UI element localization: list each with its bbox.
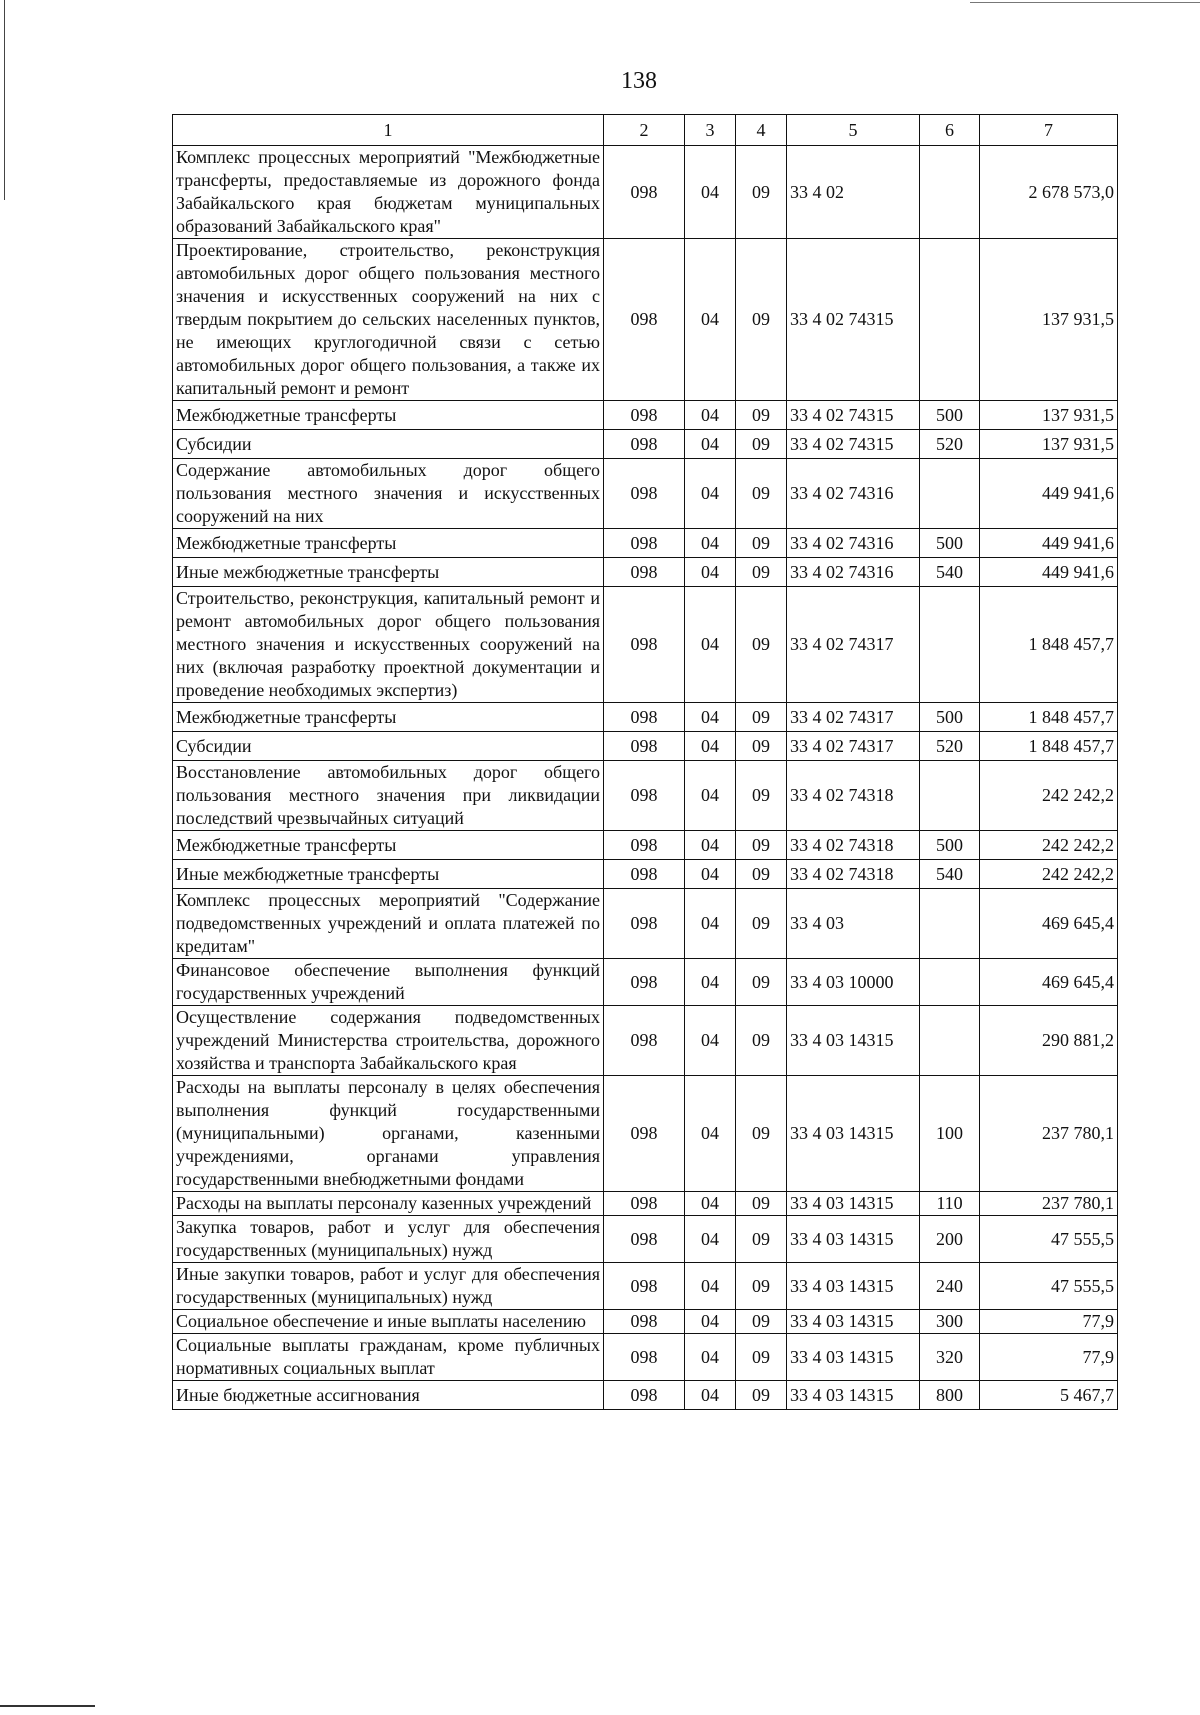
amount-cell: 242 242,2: [980, 761, 1118, 831]
target-article-cell: 33 4 02: [787, 146, 920, 239]
section-code-cell: 04: [685, 761, 736, 831]
target-article-cell: 33 4 03 14315: [787, 1263, 920, 1310]
section-code-cell: 04: [685, 587, 736, 703]
expense-type-cell: 500: [920, 529, 980, 558]
target-article-cell: 33 4 02 74317: [787, 703, 920, 732]
table-body: [173, 146, 1118, 1410]
subsection-code-cell: 09: [736, 732, 787, 761]
subsection-code-cell: 09: [736, 959, 787, 1006]
expense-type-cell: 800: [920, 1381, 980, 1410]
expense-type-cell: [920, 587, 980, 703]
row-name-cell: Социальное обеспечение и иные выплаты населению: [173, 1310, 604, 1334]
expense-type-cell: [920, 1006, 980, 1076]
expense-type-cell: [920, 239, 980, 401]
target-article-cell: 33 4 03 10000: [787, 959, 920, 1006]
page-number-text: 138: [621, 68, 657, 94]
subsection-code-cell: 09: [736, 860, 787, 889]
section-code-cell: 04: [685, 459, 736, 529]
amount-cell: 469 645,4: [980, 889, 1118, 959]
ministry-code-cell: 098: [604, 430, 685, 459]
column-header: 5: [787, 115, 920, 146]
amount-cell: 449 941,6: [980, 529, 1118, 558]
subsection-code-cell: 09: [736, 146, 787, 239]
row-name-cell: Межбюджетные трансферты: [173, 831, 604, 860]
row-name-cell: Восстановление автомобильных дорог общего пользования местного значения при ликвидации последствий чрезвычайных ситуаций: [173, 761, 604, 831]
expense-type-cell: 110: [920, 1192, 980, 1216]
ministry-code-cell: 098: [604, 1192, 685, 1216]
amount-cell: 77,9: [980, 1310, 1118, 1334]
amount-cell: 449 941,6: [980, 558, 1118, 587]
expense-type-cell: [920, 146, 980, 239]
target-article-cell: 33 4 03 14315: [787, 1076, 920, 1192]
scan-edge-line-left: [4, 0, 5, 200]
row-name-cell: Социальные выплаты гражданам, кроме публичных нормативных социальных выплат: [173, 1334, 604, 1381]
target-article-cell: 33 4 02 74318: [787, 860, 920, 889]
target-article-cell: 33 4 02 74317: [787, 732, 920, 761]
amount-cell: 242 242,2: [980, 831, 1118, 860]
table-row: [173, 831, 1118, 860]
expense-type-cell: 500: [920, 831, 980, 860]
page-number: [0, 68, 1200, 95]
budget-table: [172, 114, 1118, 1410]
amount-cell: 5 467,7: [980, 1381, 1118, 1410]
subsection-code-cell: 09: [736, 1216, 787, 1263]
table-row: [173, 1263, 1118, 1310]
ministry-code-cell: 098: [604, 831, 685, 860]
expense-type-cell: 240: [920, 1263, 980, 1310]
table-row: [173, 959, 1118, 1006]
ministry-code-cell: 098: [604, 959, 685, 1006]
expense-type-cell: 300: [920, 1310, 980, 1334]
ministry-code-cell: 098: [604, 587, 685, 703]
target-article-cell: 33 4 03 14315: [787, 1334, 920, 1381]
row-name-cell: Комплекс процессных мероприятий "Содержание подведомственных учреждений и оплата платежей по кредитам": [173, 889, 604, 959]
subsection-code-cell: 09: [736, 1263, 787, 1310]
section-code-cell: 04: [685, 1381, 736, 1410]
column-header: 6: [920, 115, 980, 146]
table-row: [173, 558, 1118, 587]
amount-cell: 137 931,5: [980, 401, 1118, 430]
scan-edge-line-bottom: [0, 1705, 95, 1707]
column-header: 4: [736, 115, 787, 146]
target-article-cell: 33 4 02 74316: [787, 459, 920, 529]
row-name-cell: Закупка товаров, работ и услуг для обеспечения государственных (муниципальных) нужд: [173, 1216, 604, 1263]
ministry-code-cell: 098: [604, 1381, 685, 1410]
target-article-cell: 33 4 02 74315: [787, 430, 920, 459]
section-code-cell: 04: [685, 1192, 736, 1216]
subsection-code-cell: 09: [736, 587, 787, 703]
row-name-cell: Содержание автомобильных дорог общего пользования местного значения и искусственных сооружений на них: [173, 459, 604, 529]
table-row: [173, 889, 1118, 959]
table-row: [173, 1076, 1118, 1192]
table-row: [173, 1310, 1118, 1334]
ministry-code-cell: 098: [604, 703, 685, 732]
ministry-code-cell: 098: [604, 1076, 685, 1192]
column-header: 1: [173, 115, 604, 146]
amount-cell: 1 848 457,7: [980, 703, 1118, 732]
header-row: [173, 115, 1118, 146]
amount-cell: 242 242,2: [980, 860, 1118, 889]
table-row: [173, 1006, 1118, 1076]
table-header: [173, 115, 1118, 146]
expense-type-cell: [920, 959, 980, 1006]
subsection-code-cell: 09: [736, 558, 787, 587]
subsection-code-cell: 09: [736, 1310, 787, 1334]
section-code-cell: 04: [685, 529, 736, 558]
subsection-code-cell: 09: [736, 1192, 787, 1216]
amount-cell: 290 881,2: [980, 1006, 1118, 1076]
table-row: [173, 761, 1118, 831]
expense-type-cell: 520: [920, 732, 980, 761]
expense-type-cell: 500: [920, 401, 980, 430]
ministry-code-cell: 098: [604, 459, 685, 529]
subsection-code-cell: 09: [736, 761, 787, 831]
subsection-code-cell: 09: [736, 529, 787, 558]
expense-type-cell: 200: [920, 1216, 980, 1263]
target-article-cell: 33 4 02 74318: [787, 761, 920, 831]
subsection-code-cell: 09: [736, 889, 787, 959]
subsection-code-cell: 09: [736, 1334, 787, 1381]
subsection-code-cell: 09: [736, 401, 787, 430]
ministry-code-cell: 098: [604, 761, 685, 831]
section-code-cell: 04: [685, 860, 736, 889]
amount-cell: 449 941,6: [980, 459, 1118, 529]
ministry-code-cell: 098: [604, 732, 685, 761]
expense-type-cell: 320: [920, 1334, 980, 1381]
ministry-code-cell: 098: [604, 401, 685, 430]
row-name-cell: Расходы на выплаты персоналу казенных учреждений: [173, 1192, 604, 1216]
subsection-code-cell: 09: [736, 1076, 787, 1192]
section-code-cell: 04: [685, 1263, 736, 1310]
section-code-cell: 04: [685, 1334, 736, 1381]
target-article-cell: 33 4 02 74315: [787, 401, 920, 430]
target-article-cell: 33 4 02 74316: [787, 558, 920, 587]
table-row: [173, 401, 1118, 430]
amount-cell: 2 678 573,0: [980, 146, 1118, 239]
target-article-cell: 33 4 03: [787, 889, 920, 959]
expense-type-cell: 520: [920, 430, 980, 459]
row-name-cell: Межбюджетные трансферты: [173, 703, 604, 732]
ministry-code-cell: 098: [604, 1216, 685, 1263]
ministry-code-cell: 098: [604, 558, 685, 587]
amount-cell: 237 780,1: [980, 1076, 1118, 1192]
expense-type-cell: 100: [920, 1076, 980, 1192]
subsection-code-cell: 09: [736, 239, 787, 401]
subsection-code-cell: 09: [736, 1006, 787, 1076]
amount-cell: 47 555,5: [980, 1263, 1118, 1310]
table-row: [173, 703, 1118, 732]
row-name-cell: Осуществление содержания подведомственных учреждений Министерства строительства, дорожного хозяйства и транспорта Забайкальского края: [173, 1006, 604, 1076]
subsection-code-cell: 09: [736, 430, 787, 459]
row-name-cell: Финансовое обеспечение выполнения функций государственных учреждений: [173, 959, 604, 1006]
section-code-cell: 04: [685, 1076, 736, 1192]
target-article-cell: 33 4 02 74318: [787, 831, 920, 860]
section-code-cell: 04: [685, 401, 736, 430]
row-name-cell: Проектирование, строительство, реконструкция автомобильных дорог общего пользования местного значения и искусственных сооружений на них с твердым покрытием до сельских населенных пунктов, не имеющих круглогодичной связи с сетью автомобильных дорог общего пользования, а также их капитальный ремонт и ремонт: [173, 239, 604, 401]
row-name-cell: Межбюджетные трансферты: [173, 529, 604, 558]
section-code-cell: 04: [685, 558, 736, 587]
table-row: [173, 239, 1118, 401]
ministry-code-cell: 098: [604, 889, 685, 959]
scan-edge-line-top: [970, 2, 1200, 3]
row-name-cell: Субсидии: [173, 732, 604, 761]
table-row: [173, 1192, 1118, 1216]
ministry-code-cell: 098: [604, 1006, 685, 1076]
row-name-cell: Иные бюджетные ассигнования: [173, 1381, 604, 1410]
row-name-cell: Иные закупки товаров, работ и услуг для обеспечения государственных (муниципальных) нужд: [173, 1263, 604, 1310]
amount-cell: 1 848 457,7: [980, 587, 1118, 703]
section-code-cell: 04: [685, 732, 736, 761]
amount-cell: 137 931,5: [980, 239, 1118, 401]
table-row: [173, 860, 1118, 889]
ministry-code-cell: 098: [604, 1263, 685, 1310]
row-name-cell: Субсидии: [173, 430, 604, 459]
section-code-cell: 04: [685, 146, 736, 239]
target-article-cell: 33 4 02 74315: [787, 239, 920, 401]
table-row: [173, 1334, 1118, 1381]
row-name-cell: Иные межбюджетные трансферты: [173, 558, 604, 587]
ministry-code-cell: 098: [604, 860, 685, 889]
amount-cell: 1 848 457,7: [980, 732, 1118, 761]
table-row: [173, 459, 1118, 529]
expense-type-cell: 540: [920, 860, 980, 889]
section-code-cell: 04: [685, 831, 736, 860]
target-article-cell: 33 4 03 14315: [787, 1192, 920, 1216]
column-header: 3: [685, 115, 736, 146]
target-article-cell: 33 4 02 74317: [787, 587, 920, 703]
subsection-code-cell: 09: [736, 459, 787, 529]
section-code-cell: 04: [685, 239, 736, 401]
target-article-cell: 33 4 03 14315: [787, 1310, 920, 1334]
table-row: [173, 529, 1118, 558]
row-name-cell: Расходы на выплаты персоналу в целях обеспечения выполнения функций государственными (муниципальными) органами, казенными учреждениями, органами управления государственными внебюджетными фондами: [173, 1076, 604, 1192]
row-name-cell: Иные межбюджетные трансферты: [173, 860, 604, 889]
expense-type-cell: [920, 761, 980, 831]
subsection-code-cell: 09: [736, 1381, 787, 1410]
ministry-code-cell: 098: [604, 1310, 685, 1334]
section-code-cell: 04: [685, 1216, 736, 1263]
section-code-cell: 04: [685, 1006, 736, 1076]
section-code-cell: 04: [685, 703, 736, 732]
amount-cell: 47 555,5: [980, 1216, 1118, 1263]
table-row: [173, 430, 1118, 459]
ministry-code-cell: 098: [604, 1334, 685, 1381]
expense-type-cell: [920, 459, 980, 529]
row-name-cell: Межбюджетные трансферты: [173, 401, 604, 430]
subsection-code-cell: 09: [736, 831, 787, 860]
table-row: [173, 146, 1118, 239]
amount-cell: 137 931,5: [980, 430, 1118, 459]
section-code-cell: 04: [685, 430, 736, 459]
ministry-code-cell: 098: [604, 239, 685, 401]
amount-cell: 77,9: [980, 1334, 1118, 1381]
row-name-cell: Комплекс процессных мероприятий "Межбюджетные трансферты, предоставляемые из дорожного фонда Забайкальского края бюджетам муниципальных образований Забайкальского края": [173, 146, 604, 239]
column-header: 7: [980, 115, 1118, 146]
target-article-cell: 33 4 03 14315: [787, 1216, 920, 1263]
expense-type-cell: 540: [920, 558, 980, 587]
target-article-cell: 33 4 02 74316: [787, 529, 920, 558]
section-code-cell: 04: [685, 1310, 736, 1334]
amount-cell: 237 780,1: [980, 1192, 1118, 1216]
target-article-cell: 33 4 03 14315: [787, 1381, 920, 1410]
subsection-code-cell: 09: [736, 703, 787, 732]
target-article-cell: 33 4 03 14315: [787, 1006, 920, 1076]
table-row: [173, 1216, 1118, 1263]
section-code-cell: 04: [685, 959, 736, 1006]
table-row: [173, 587, 1118, 703]
row-name-cell: Строительство, реконструкция, капитальный ремонт и ремонт автомобильных дорог общего пользования местного значения и искусственных сооружений на них (включая разработку проектной документации и проведение необходимых экспертиз): [173, 587, 604, 703]
table-row: [173, 732, 1118, 761]
column-header: 2: [604, 115, 685, 146]
expense-type-cell: 500: [920, 703, 980, 732]
expense-type-cell: [920, 889, 980, 959]
table-row: [173, 1381, 1118, 1410]
ministry-code-cell: 098: [604, 146, 685, 239]
ministry-code-cell: 098: [604, 529, 685, 558]
section-code-cell: 04: [685, 889, 736, 959]
amount-cell: 469 645,4: [980, 959, 1118, 1006]
